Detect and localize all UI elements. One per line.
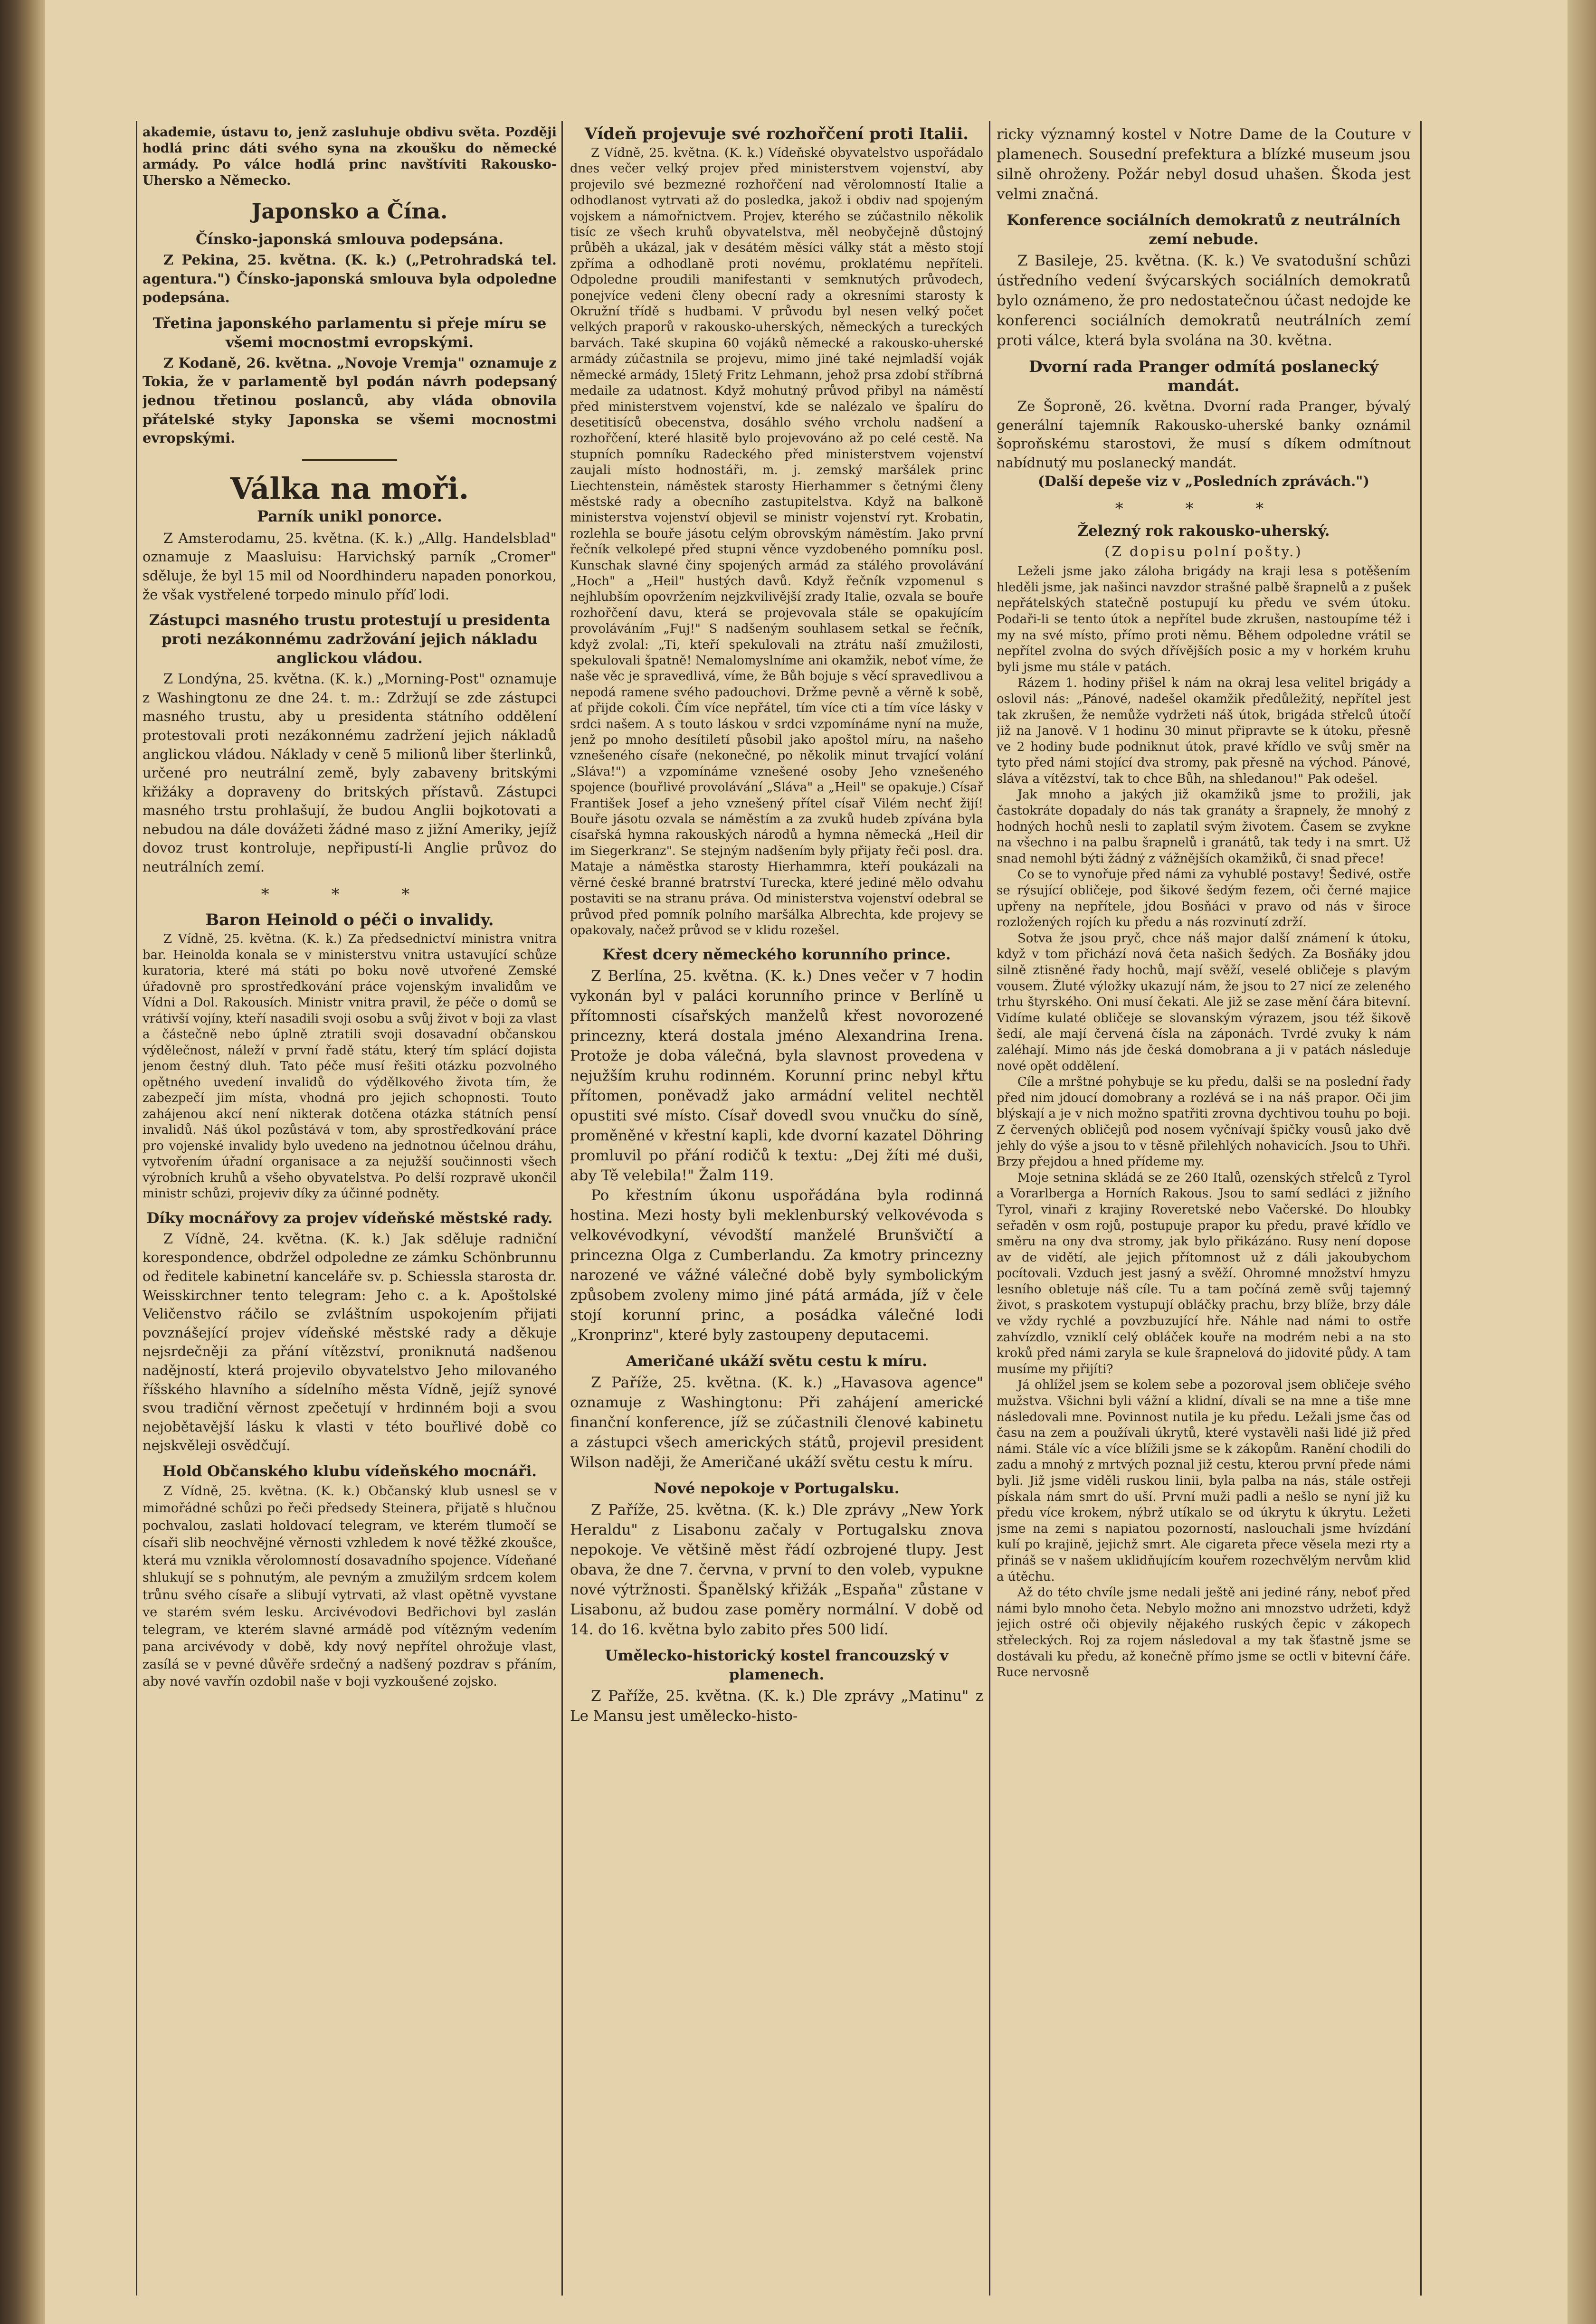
headline-zastupci: Zástupci masného trustu protestují u presidenta proti nezákonnému zadržování jejich nákladu anglickou vládou. <box>149 612 551 667</box>
headline-konference: Konference sociálních demokratů z neutrálních zemí nebude. <box>1007 212 1401 248</box>
page-edge-right <box>1568 0 1596 2324</box>
article-text-pranger: Ze Šoproně, 26. května. Dvorní rada Pranger, bývalý generální tajemník Rakousko-uherské banky oznámil šoproňskému starostovi, že musí s díkem odmítnout nabídnutý mu poslanecký mandát. <box>997 398 1411 471</box>
headline-heinold: Baron Heinold o péči o invalidy. <box>205 911 494 930</box>
article-text-nepokoje: Z Paříže, 25. května. (K. k.) Dle zprávy „New York Heraldu" z Lisabonu začaly v Portugalsku znova nepokoje. Ve většině měst řádí ozbrojené tlupy. Jest obava, že dne 7. června, v první to den voleb, vypukne nové výtržnosti. Španělský křižák „Espaňa" zůstane v Lisabonu, až budou zase poměry normální. V době od 14. do 16. května bylo zabito přes 500 lidí. <box>570 1501 983 1639</box>
note-posledni-zpravy: (Další depeše viz v „Posledních zprávách.") <box>1037 473 1369 490</box>
article-text-kostel-continued: ricky významný kostel v Notre Dame de la Couture v plamenech. Sousední prefektura a blízké museum jsou silně ohroženy. Požár nebyl dosud uhašen. Škoda jest velmi značná. <box>997 126 1411 203</box>
article-text-americane: Z Paříže, 25. května. (K. k.) „Havasova agence" oznamuje z Washingtonu: Při zahájení americké finanční konference, jíž se zúčastnili členové kabinetu a zástupci všech amerických států, projevil president Wilson naději, že Američané ukáží světu cestu k míru. <box>570 1374 983 1471</box>
article-text-diky: Z Vídně, 24. května. (K. k.) Jak sděluje radniční korespondence, obdržel odpoledne ze zámku Schönbrunnu od ředitele kabinetní kanceláře sv. p. Schiessla starosta dr. Weisskirchner tento telegram: Jeho c. a k. Apoštolské Veličenstvo ráčilo se zvláštním uspokojením přijati povznášející projev vídeňské městské rady a děkuje nejsrdečněji za přání vítězství, proniknutá nadšenou nadějností, která projevilo obyvatelstvo Jeho milovaného říšského hlavního a sídelního města Vídně, jejíž synové svou tradiční věrnost zpečetují v hrdinném boji a svou nejobětavější lásku k vlasti v této bouřlivé době co nejskvěleji osvědčují. <box>142 1230 557 1454</box>
section-stars: * * * <box>261 884 438 904</box>
article-text-peking: Z Pekina, 25. května. (K. k.) („Petrohradská tel. agentura.") Čínsko-japonská smlouva byla odpoledne podepsána. <box>142 252 557 306</box>
article-text-zelezny-7: Moje setnina skládá se ze 260 Italů, ozenských střelců z Tyrol a Vorarlberga a Horních Rakous. Jsou to samí sedláci z jižního Tyrol, vinaři z krajiny Roveretské nebo Vačerské. Do hloubky seřaděn v osm rojů, postupuje prapor ku předu, pravé křídlo ve směru na ony dva stromy, jak bylo přikázáno. Rusy není dopose av de vidětí, ale jejich přítomnost už z dáli jakoubychom pocítovali. Vzduch jest jasný a svěží. Ohromné množství hmyzu lesního obletuje náš cíle. Tu a tam počíná země svůj tajemný život, s praskotem vystupují obláčky prachu, brzy blíže, brzy dále ve vždy rychlé a povzbuzující hře. Náhle nad námi to ostře zahvízdlo, vzniklí celý obláček kouře na modrém nebi a na sto kroků před námi zaryla se kule šrapnelová do jidovité půdy. A tam musíme my přijíti? <box>997 1170 1411 1376</box>
headline-kostel: Umělecko-historický kostel francouzský v plamenech. <box>605 1647 949 1684</box>
article-text-kodan: Z Kodaně, 26. května. „Novoje Vremja" oznamuje z Tokia, že v parlamentě byl podán návrh podepsaný jednou třetinou poslanců, aby vláda obnovila přátelské styky Japonska se všemi mocnostmi evropskými. <box>142 354 557 446</box>
column-rule-right <box>1420 121 1422 2296</box>
headline-zelezny-rok: Železný rok rakousko-uherský. <box>1077 522 1330 540</box>
article-intro-text: akademie, ústavu to, jenž zasluhuje obdivu světa. Později hodlá princ dáti svého syna na zkoušku do německé armády. Po válce hodlá princ navštíviti Rakousko-Uhersko a Německo. <box>142 125 557 188</box>
headline-viden: Vídeň projevuje své rozhořčení proti Italii. <box>584 124 969 143</box>
separator-rule <box>302 459 397 461</box>
column-rule-1 <box>561 121 563 2296</box>
article-text-zelezny-6: Cíle a mrštné pohybuje se ku předu, dalši se na poslední řady před nim jdoucí domobrany a rozlévá se i na náš prapor. Oči jim blýskají a je v nich možno spatřiti zrovna dychtivou touhu po boji. Z červených obličejů pod nosem vyčnívají špičky vousů jako dvě jehly do výše a jsou to v těsně přilehlých nohavicích. Jsou to Uhři. Brzy přejdou a hned přídeme my. <box>997 1075 1411 1169</box>
article-text-zelezny-9: Až do této chvíle jsme nedali ještě ani jediné rány, neboť před námi bylo mnoho četa. Nebylo možno ani mnozstvo udržeti, když jejich ostré oči objevily nějakého ruských čepic v zákopech střeleckých. Roj za rojem následoval a my tak šťastně jsme se dostávali ku předu, až konečně přímo jsme se octli v bitevní čáře. Ruce nervosně <box>997 1585 1411 1680</box>
article-text-zelezny-3: Jak mnoho a jakých již okamžiků jsme to prožili, jak častokráte dopadaly do nás tak granáty a šrapnely, že mnohý z hodných hochů nesli to zaplatil svým životem. Časem se zvykne na všechno i na palbu šrapnelů i granátů, tak tedy i na smrt. Už snad nemohl býti žádný z vážnějších okamžiků, či snad přece! <box>997 787 1411 866</box>
column-rule-left <box>136 121 137 2296</box>
headline-diky: Díky mocnářovy za projev vídeňské městské rady. <box>146 1209 553 1227</box>
article-text-heinold: Z Vídně, 25. května. (K. k.) Za předsednictví ministra vnitra bar. Heinolda konala se v ministerstvu vnitra ustavující schůze kuratoria, které má státi po boku nově utvořené Zemské úřadovně pro sprostředkování práce vojenským invalidům ve Vídni a Dol. Rakousích. Ministr vnitra pravil, že péče o domů se vrátivší vojíny, kteří nasadili svoji osobu a svůj život v boji za vlast a částečně nebo úplně ztratili svoji dosavadní občanskou výdělečnost, náleží v první řadě státu, který tím splácí dojista jenom čestný dluh. Tato péče musí řešiti otázku pozvolného opětného uvedení invalidů do výdělkového života tím, že zabezpečí jim místa, vhodná pro jejich schopnosti. Touto zahájenou akcí není nikterak dotčena otázka státních pensí invalidů. Náš úkol pozůstává v tom, aby sprostředkování práce pro vojenské invalidy bylo uvedeno na jednotnou účelnou dráhu, vytvořením úřadní organisace a za nejužší součinnosti všech výrobních kruhů a všeho obyvatelstva. Po delší rozpravě ukončil ministr schůzi, projeviv díky za účinné podněty. <box>142 932 557 1201</box>
subheadline-smlouva: Čínsko-japonská smlouva podepsána. <box>196 231 504 248</box>
headline-tretina: Třetina japonského parlamentu si přeje míru se všemi mocnostmi evropskými. <box>152 314 547 351</box>
article-text-zelezny-8: Já ohlížel jsem se kolem sebe a pozoroval jsem obličeje svého mužstva. Všichni byli vážní a klidní, dívali se na mne a tiše mne následovali mne. Povinnost nutila je ku předu. Ležali jsme čas od času na zem a používali úkrytů, které vystavěli naši lidé již před námi. Stále víc a více blížili jsme se k zákopům. Ranění chodili do zadu a mnohý z mrtvých poznal již cestu, kterou první přede námi byli. Již jsme viděli ruskou linii, byla palba na nás, stále ostřeji pískala nám smrt do uší. První muži padli a nešlo se nyní již ku předu více krokem, nýbrž utíkalo se od úkrytu k úkrytu. Ležeti jsme na zemi s napiatou pozorností, naslouchali jsme hvízdání kulí po krajině, jejichž smrt. Ale cigareta přece věsela mezi rty a přináš se v našem uklidňujícím kouřem rozechvělým nervům klid a útěchu. <box>997 1378 1411 1584</box>
article-text-zelezny-4: Co se to vynořuje před námi za vyhublé postavy! Šedivé, ostře se rýsující obličeje, pod šikové šedým fezem, oči černé majice upřeny na nepřítele, jdou Bosňáci v pravo od nás v široce rozložených rojích ku předu a nás rozvinutí zdrží. <box>997 867 1411 930</box>
article-text-hold: Z Vídně, 25. května. (K. k.) Občanský klub usnesl se v mimořádné schůzi po řeči předsedy Steinera, přijatě s hlučnou pochvalou, zaslati holdovací telegram, ve kterém tlumočí se císaři slib neochvějné věrnosti vzhledem k nové těžké zkoušce, která mu vznikla věrolomností dosavadního spojence. Vídeňané shlukují se s pohnutým, ale pevným a zmužilým srdcem kolem trůnu svého císaře a slibují vytrvati, až vlast opětně vyvstane ve starém svém lesku. Arcivévodovi Bedřichovi byl zaslán telegram, ve kterém slavné armádě pod vítězným vedením pana arcivévody v době, kdy nový nepřítel ohrožuje vlast, zasílá se v pevné důvěře srdečný a nadšený pozdrav s přáním, aby nové vavřín ozdobil naše v boji vyzkoušené zojsko. <box>142 1483 557 1689</box>
binding-shadow-left <box>0 0 45 2324</box>
subheadline-parnik: Parník unikl ponorce. <box>257 507 442 525</box>
article-text-krest-2: Po křestním úkonu uspořádána byla rodinná hostina. Mezi hosty byli meklenburský velkovévoda s velkovévodkyní, vévodští manželé Brunšvičtí a princezna Olga z Cumberlandu. Za kmotry princezny narozené ve vážné válečné době byly symbolickým způsobem zvoleny mimo jiné pátá armáda, jíž v čele stojí korunní princ, a posádka válečné lodi „Kronprinz", které byly zastoupeny deputacemi. <box>570 1187 983 1344</box>
headline-nepokoje: Nové nepokoje v Portugalsku. <box>654 1480 900 1498</box>
headline-krest: Křest dcery německého korunního prince. <box>602 946 951 964</box>
headline-valka-na-mori: Válka na moři. <box>230 471 469 506</box>
headline-pranger: Dvorní rada Pranger odmítá poslanecký mandát. <box>1029 357 1378 395</box>
article-text-kostel: Z Paříže, 25. května. (K. k.) Dle zprávy „Matinu" z Le Mansu jest umělecko-histo- <box>570 1688 983 1725</box>
column-1 <box>142 124 557 2305</box>
section-stars-2: * * * <box>1115 499 1292 518</box>
article-text-krest-1: Z Berlína, 25. května. (K. k.) Dnes večer v 7 hodin vykonán byl v paláci korunního prince v Berlíně u přítomnosti císařských manželů křest novorozené princezny, která dostala jméno Alexandrina Irena. Protože je doba válečná, byla slavnost provedena v nejužším kruhu rodinném. Korunní princ nebyl křtu přítomen, poněvadž jako armádní velitel nechtěl opustiti své místo. Císař dovedl svou vnučku do síně, proměněné v křestní kapli, kde dvorní kazatel Döhring promluvil po přání rodičů k textu: „Dej žíti mé duši, aby Tě velebila!" Žalm 119. <box>570 968 983 1185</box>
headline-japonsko: Japonsko a Čína. <box>251 199 448 224</box>
headline-americane: Američané ukáží světu cestu k míru. <box>626 1353 928 1370</box>
column-2 <box>570 124 983 2305</box>
article-text-zelezny-5: Sotva že jsou pryč, chce náš major další známení k útoku, když v tom přichází nová četa našich šedých. Za Bosňáky jdou silně ztisněné řady hochů, mají svěží, veselé obličeje s plavým vousem. Žluté výložky ukazují nám, že jsou to 27 nicí ze zeleného trhu štyrského. Oni musí čekati. Ale již se zase mění čára bitevní. Vidíme kulaté obličeje se slovanským výrazem, jsou též šikově šedí, ale mají červená čísla na záponách. Tvrdé zvuky k nám zaléhají. Mimo nás jde česká domobrana a ji v patách následuje nové opět oddělení. <box>997 931 1411 1073</box>
article-text-zelezny-2: Rázem 1. hodiny přišel k nám na okraj lesa velitel brigády a oslovil nás: „Pánové, nadešel okamžik předůležitý, nepřítel jest tak zkrušen, že nemůže vydržeti náš útok, brigáda střelců útočí již na Janově. V 1 hodinu 30 minut připravte se k útoku, přesně ve 2 hodiny bude podniknut útok, pravé křídlo ve svůj směr na tyto před námi stojící dva stromy, pak přesně na východ. Pánové, sláva a vítězství, tak to chce Bůh, na shledanou!" Pak odešel. <box>997 676 1411 786</box>
column-rule-2 <box>989 121 990 2296</box>
subheadline-polni-posta: (Z dopisu polní pošty.) <box>1104 543 1303 560</box>
column-3 <box>997 124 1411 2305</box>
headline-hold: Hold Občanského klubu vídeňského mocnáři. <box>162 1462 537 1480</box>
article-text-amsterodam: Z Amsterodamu, 25. května. (K. k.) „Allg. Handelsblad" oznamuje z Maasluisu: Harvichský parník „Cromer" sděluje, že byl 15 mil od Noordhinderu napaden ponorkou, že však vystřelené torpedo minulo příď lodi. <box>142 530 557 603</box>
article-text-zelezny-1: Leželi jsme jako záloha brigády na kraji lesa s potěšením hleděli jsme, jak našinci navzdor strašné palbě šrapnelů a z pušek nepřátelských statečně postupují ku předu ve svém útoku. Podaři-li se tento útok a nepřítel bude zkrušen, nastoupíme též i my na své místo, přímo proti němu. Během odpoledne vrátil se nepřítel zvolna do svých dřívějších posic a my v horkém kruhu byli jsme mu stále v patách. <box>997 564 1411 674</box>
article-text-basilej: Z Basileje, 25. května. (K. k.) Ve svatodušní schůzi ústředního vedení švýcarských sociálních demokratů bylo oznámeno, že pro nedostatečnou účast nedojde ke konferenci sociálních demokratů neutrálních zemí proti válce, která byla svolána na 30. května. <box>997 252 1411 349</box>
article-text-londyn: Z Londýna, 25. května. (K. k.) „Morning-Post" oznamuje z Washingtonu ze dne 24. t. m.: Zdržují se zde zástupci masného trustu, aby u presidenta státního oddělení protestovali proti nezákonnému zadržení jejich nákladů anglickou vládou. Náklady v ceně 5 milionů liber šterlinků, určené pro neutrální země, byly zabaveny britskými křižáky a dopraveny do britských přístavů. Zástupci masného trstu prohlašují, že budou Anglii bojkotovati a nebudou na dále dovážeti žádné maso z jižní Ameriky, jejíž dovoz trust kontroluje, nepřipustí-li Anglie průvoz do neutrálních zemí. <box>142 671 557 875</box>
article-text-viden: Z Vídně, 25. května. (K. k.) Vídeňské obyvatelstvo uspořádalo dnes večer velký projev před ministerstvem vojenství, aby projevilo své bezmezné rozhořčení nad věrolomností Italie a odhodlanost vytrvati až do posledka, jakož i obdiv nad spojeným vojskem a námořnictvem. Projev, kterého se zúčastnilo několik tisíc ze všech kruhů obyvatelstva, měl neobyčejně důstojný průběh a ukázal, jak v desátém měsíci války stát a město stojí zpříma a odhodlaně proti novému, proklatému nepříteli. Odpoledne proudili manifestanti v semknutých průvodech, ponejvíce vedeni členy obecní rady a okresními starosty k Okružní třídě s hudbami. V průvodu byl nesen velký počet velkých praporů v rakousko-uherských, německých a tureckých barvách. Také skupina 60 vojáků německé a rakousko-uherské armády zúčastnila se projevu, mimo jiné také nejmladší voják německé armády, 15letý Fritz Lehmann, jehož prsa zdobí stříbrná medaile za udatnost. Když mohutný průvod přibyl na náměstí před ministerstvem vojenství, kde se nalézalo ve špalíru do desetitisíců obecenstva, dosáhlo svého vrcholu nadšení a rozhořčení, které hlasitě bylo projevováno až po celé cestě. Na stupních pomníku Radeckého před ministerstvem vojenství zaujali místo hodnostáři, m. j. zemský maršálek princ Liechtenstein, náměstek starosty Hierhammer s četnými členy městské rady a obecního zastupitelstva. Když na balkoně ministerstva vojenství objevil se ministr vojenství ryt. Krobatin, rozlehla se bouře jásotu celým obrovským náměstím. Jako první řečník velkolepé před stupni věnce vyzdobeného pomníku posl. Kunschak slavné činy spojených armád za stálého provolávání „Hoch" a „Heil" hustých davů. Když řečník vzpomenul s nejhlubším opovržením nejzkvilivější zrady Italie, ozvala se bouře rozhořčení davu, která se projevovala stále se opakujícím provoláváním „Fuj!" S nadšeným souhlasem setkal se řečník, když zvolal: „Ti, kteří spekulovali na ztrátu naší zmužilosti, spekulovali špatně! Nemalomyslníme ani okamžik, neboť víme, že naše věc je spravedlivá, víme, že Bůh bojuje s věcí spravedlivou a nepodá ramene svého padouchovi. Držme pevně a věrně k sobě, ať přijde cokoli. Čím více nepřátel, tím více cti a tím více lásky v srdci našem. A s touto láskou v srdci vzpomínáme nyní na muže, jenž po mnoho desítiletí působil jako apoštol míru, na našeho vznešeného císaře (nekonečné, po několik minut trvající volání „Sláva!") a vzpomínáme vznešené osoby Jeho vznešeného spojence (bouřlivé provolávání „Sláva" a „Heil" se opakuje.) Císař František Josef a jeho vznešený přítel císař Vilém nechť žijí! Bouře jásotu ozvala se náměstím a za zvuků hudeb zpívána byla císařská hymna rakouských národů a hymna německá „Heil dir im Siegerkranz". Se stejným nadšením byly přijaty řeči posl. dra. Mataje a náměstka starosty Hierhammra, kteří poukázali na věrné české branné bratrství Turecka, které jediné mělo odvahu postaviti se na stranu práva. Od ministerstva vojenství odebral se průvod před pomník polního maršálka Albrechta, kde projevy se opakovaly, načež průvod se v klidu rozešel. <box>570 146 983 938</box>
